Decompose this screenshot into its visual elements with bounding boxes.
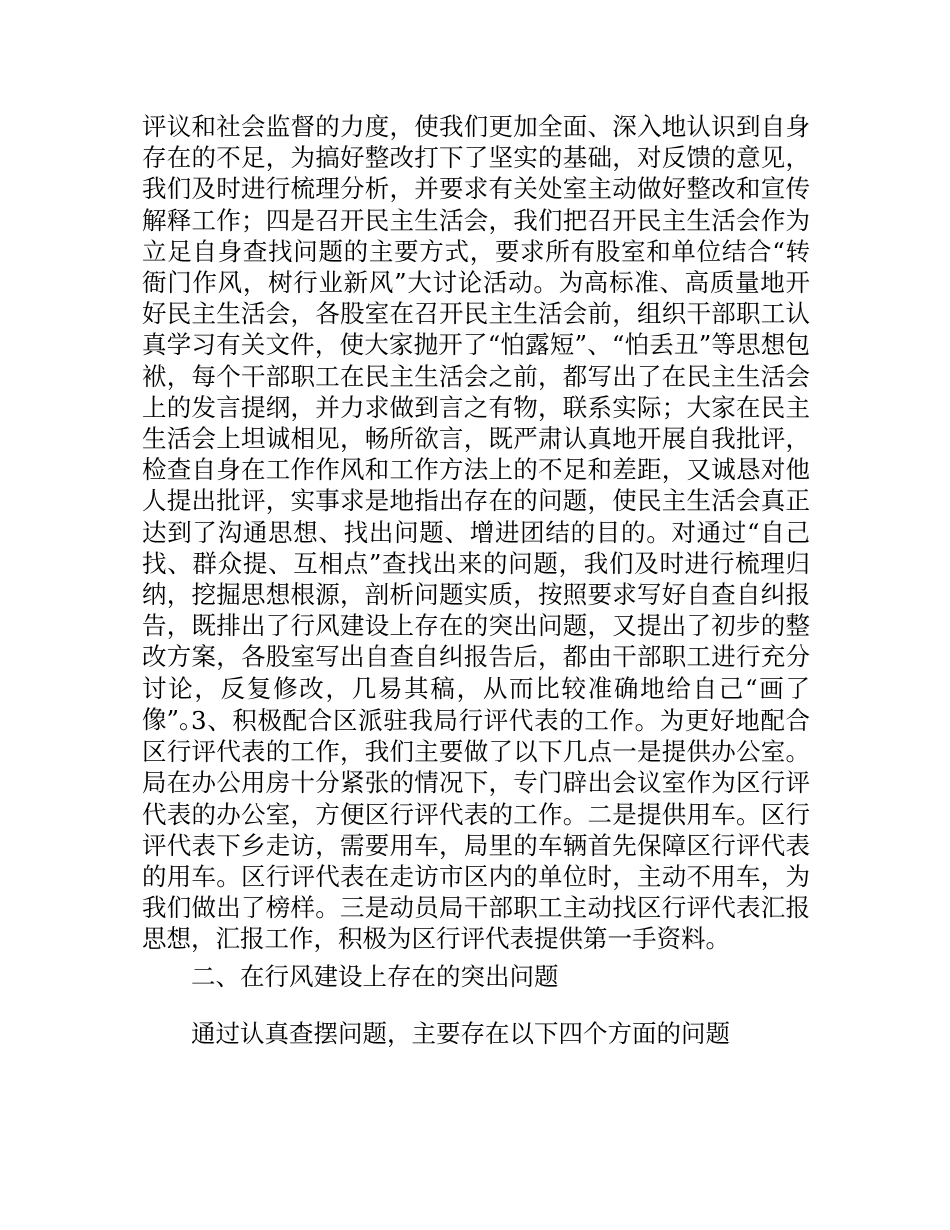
section-heading: 二、在行风建设上存在的突出问题 — [191, 962, 559, 991]
section-intro-paragraph: 通过认真查摆问题，主要存在以下四个方面的问题 — [191, 1019, 730, 1048]
paragraph-continuation: 评议和社会监督的力度，使我们更加全面、深入地认识到自身存在的不足，为搞好整改打下了坚实的基础，对反馈的意见，我们及时进行梳理分析，并要求有关处室主动做好整改和宣传解释工作；四是召开民主生活会，我们把召开民主生活会作为立足自身查找问题的主要方式，要求所有股室和单位结合“转衙门作风，树行业新风”大讨论活动。为高标准、高质量地开好民主生活会，各股室在召开民主生活会前，组织干部职工认真学习有关文件，使大家抛开了“怕露短”、“怕丢丑”等思想包袱，每个干部职工在民主生活会之前，都写出了在民主生活会上的发言提纲，并力求做到言之有物，联系实际；大家在民主生活会上坦诚相见，畅所欲言，既严肃认真地开展自我批评，检查自身在工作作风和工作方法上的不足和差距，又诚恳对他人提出批评，实事求是地指出存在的问题，使民主生活会真正达到了沟通思想、找出问题、增进团结的目的。对通过“自己找、群众提、互相点”查找出来的问题，我们及时进行梳理归纳，挖掘思想根源，剖析问题实质，按照要求写好自查自纠报告，既排出了行风建设上存在的突出问题，又提出了初步的整改方案，各股室写出自查自纠报告后，都由干部职工进行充分讨论，反复修改，几易其稿，从而比较准确地给自己“画了像”。 — [142, 112, 810, 734]
paragraph-item-3: 3、积极配合区派驻我局行评代表的工作。为更好地配合区行评代表的工作，我们主要做了以下几点一是提供办公室。局在办公用房十分紧张的情况下，专门辟出会议室作为区行评代表的办公室，方便区行评代表的工作。二是提供用车。区行评代表下乡走访，需要用车，局里的车辆首先保障区行评代表的用车。区行评代表在走访市区内的单位时，主动不用车，为我们做出了榜样。三是动员局干部职工主动找区行评代表汇报思想，汇报工作，积极为区行评代表提供第一手资料。 — [142, 706, 810, 954]
